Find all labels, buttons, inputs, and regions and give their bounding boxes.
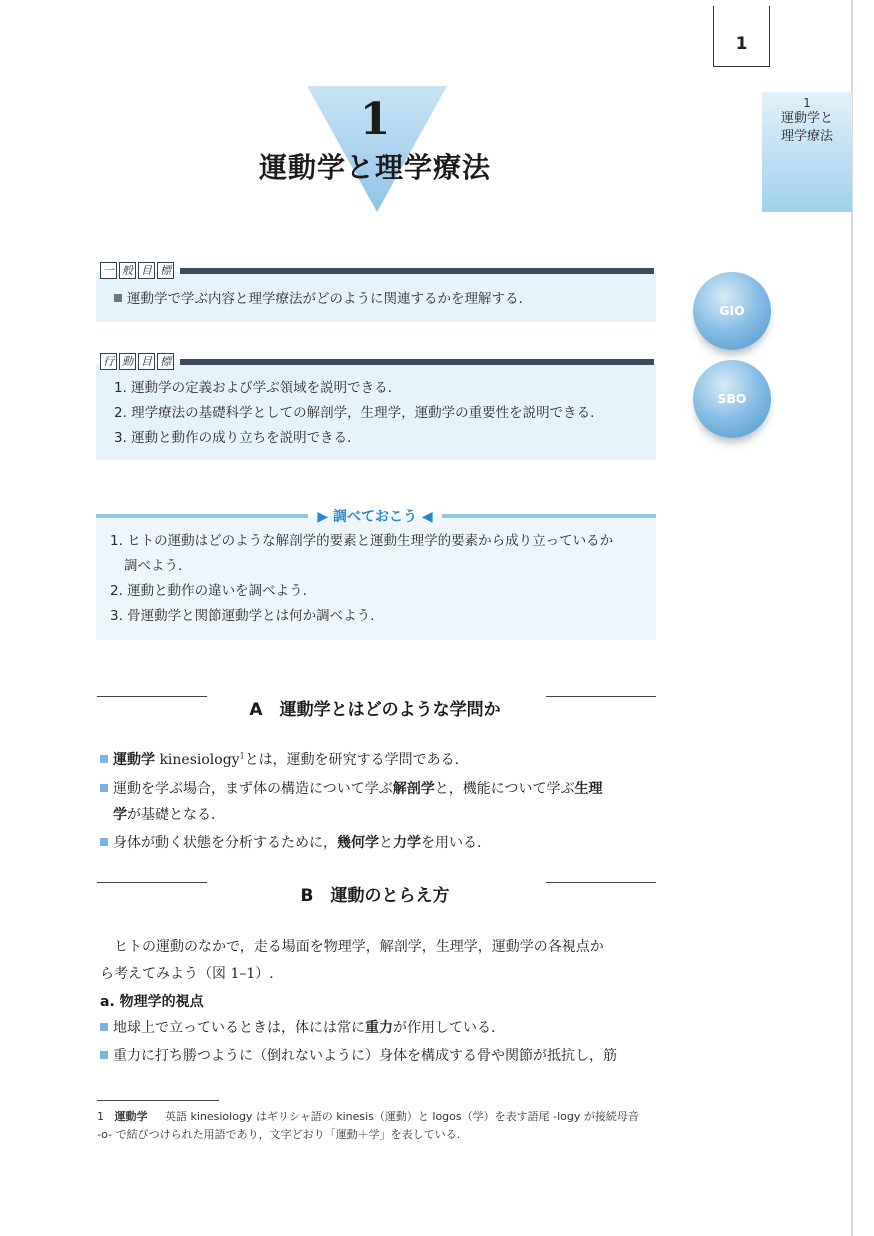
- section-a-bullet-3: 身体が動く状態を分析するために，幾何学と力学を用いる.: [100, 832, 481, 852]
- sbo-heading-bar: [180, 359, 654, 365]
- sbo-item: 3. 運動と動作の成り立ちを説明できる.: [114, 430, 352, 446]
- shirabe-item-cont: 調べよう.: [124, 558, 183, 574]
- triangle-right-icon: ▶: [317, 509, 333, 525]
- sbo-badge: SBO: [693, 360, 771, 438]
- section-a-bullet-1: 運動学 kinesiology$^1$とは，運動を研究する学問である.: [100, 749, 459, 769]
- footnote-line1: 1 運動学 英語 kinesiology はギリシャ語の kinesis（運動）と logos（学）を表す語尾 -logy が接続母音: [97, 1110, 639, 1123]
- bullet-square-icon: [100, 784, 108, 792]
- section-b-rule-left: [97, 882, 207, 883]
- side-tab-line2: 理学療法: [780, 129, 833, 144]
- chapter-number: 1: [359, 94, 391, 145]
- section-b-bullet-2: 重力に打ち勝つように（倒れないように）身体を構成する骨や関節が抵抗し，筋: [100, 1045, 617, 1065]
- section-a-bullet-2: 運動を学ぶ場合，まず体の構造について学ぶ解剖学と，機能について学ぶ生理: [100, 778, 602, 798]
- shirabe-title: ▶ 調べておこう ◀: [317, 509, 433, 525]
- bullet-square-icon: [100, 755, 108, 763]
- side-tab-line1: 運動学と: [780, 111, 833, 126]
- section-a-title: A 運動学とはどのような学問か: [249, 700, 501, 720]
- shirabe-item: 3. 骨運動学と関節運動学とは何か調べよう.: [110, 608, 375, 624]
- section-b-title: B 運動のとらえ方: [300, 886, 450, 906]
- section-b-bullet-1: 地球上で立っているときは，体には常に重力が作用している.: [100, 1017, 495, 1037]
- side-tab-number: 1: [803, 96, 811, 110]
- gio-item: 運動学で学ぶ内容と理学療法がどのように関連するかを理解する.: [114, 287, 523, 307]
- bullet-square-icon: [100, 1023, 108, 1031]
- triangle-left-icon: ◀: [417, 509, 433, 525]
- shirabe-item: 2. 運動と動作の違いを調べよう.: [110, 583, 307, 599]
- section-a-rule-right: [546, 696, 656, 697]
- section-a-bullet-2-cont: 学が基礎となる.: [113, 807, 216, 823]
- section-a-rule-left: [97, 696, 207, 697]
- shirabe-bar-left: [96, 514, 308, 518]
- subsection-a-heading: a. 物理学的視点: [100, 994, 204, 1010]
- sbo-heading: [100, 353, 654, 370]
- gio-heading-bar: [180, 268, 654, 274]
- bullet-square-icon: [114, 294, 122, 302]
- shirabe-bar-right: [442, 514, 656, 518]
- sbo-item: 2. 理学療法の基礎科学としての解剖学，生理学，運動学の重要性を説明できる.: [114, 405, 595, 421]
- section-b-intro-line2: ら考えてみよう（図 1–1）.: [100, 966, 274, 982]
- chapter-side-tab: [762, 92, 852, 212]
- sbo-label: 行 動 目 標: [100, 353, 176, 370]
- footnote-line2: -o- で結びつけられた用語であり，文字どおり「運動＋学」を表している.: [97, 1128, 461, 1141]
- bullet-square-icon: [100, 1051, 108, 1059]
- gio-heading: [100, 262, 654, 279]
- footnote-rule: [97, 1100, 219, 1101]
- sbo-item: 1. 運動学の定義および学ぶ領域を説明できる.: [114, 380, 392, 396]
- page-number-box: [713, 6, 770, 67]
- shirabe-item: 1. ヒトの運動はどのような解剖学的要素と運動生理学的要素から成り立っているか: [110, 533, 614, 549]
- gio-label: 一 般 目 標: [100, 262, 176, 279]
- page-number: 1: [735, 34, 748, 54]
- gio-badge: GIO: [693, 272, 771, 350]
- section-b-intro-line1: ヒトの運動のなかで，走る場面を物理学，解剖学，生理学，運動学の各視点か: [114, 939, 604, 955]
- bullet-square-icon: [100, 838, 108, 846]
- chapter-title: 運動学と理学療法: [258, 151, 491, 184]
- section-b-rule-right: [546, 882, 656, 883]
